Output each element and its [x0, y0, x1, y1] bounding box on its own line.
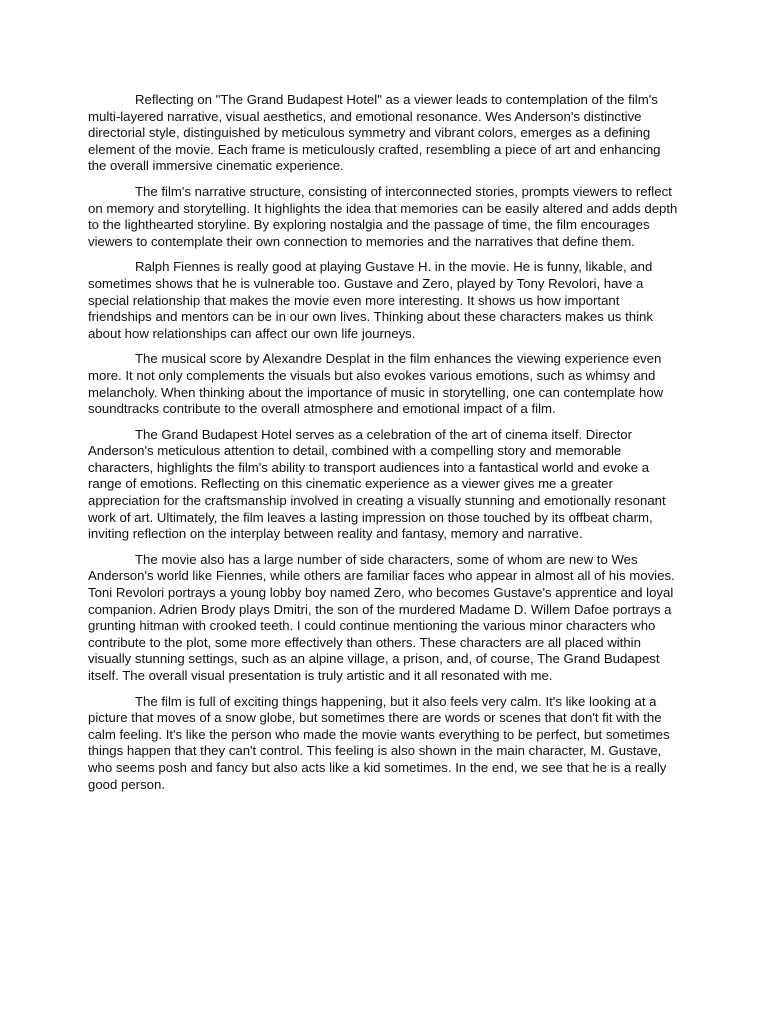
paragraph-3: Ralph Fiennes is really good at playing Gustave H. in the movie. He is funny, likable, and sometimes shows that he is vulnerable too. Gustave and Zero, played by Tony Revolori, have a special relationship that makes the movie even more interesting. It shows us how important friendships and mentors can be in our own lives. Thinking about these characters makes us think about how relationships can affect our own life journeys. — [88, 259, 653, 341]
paragraph-6: The movie also has a large number of side characters, some of whom are new to Wes Anderson's world like Fiennes, while others are familiar faces who appear in almost all of his movies. Toni Revolori portrays a young lobby boy named Zero, who becomes Gustave's apprentice and loyal companion. Adrien Brody plays Dmitri, the son of the murdered Madame D. Willem Dafoe portrays a grunting hitman with crooked teeth. I could continue mentioning the various minor characters who contribute to the plot, some more effectively than others. These characters are all placed within visually stunning settings, such as an alpine village, a prison, and, of course, The Grand Budapest itself. The overall visual presentation is truly artistic and it all resonated with me. — [88, 551, 675, 683]
paragraph-7: The film is full of exciting things happening, but it also feels very calm. It's like looking at a picture that moves of a snow globe, but sometimes there are words or scenes that don't fit with the calm feeling. It's like the person who made the movie wants everything to be perfect, but sometimes things happen that they can't control. This feeling is also shown in the main character, M. Gustave, who seems posh and fancy but also acts like a kid sometimes. In the end, we see that he is a really good person. — [88, 693, 670, 792]
paragraph-5: The Grand Budapest Hotel serves as a celebration of the art of cinema itself. Director Anderson's meticulous attention to detail, combined with a compelling story and memorable characters, highlights the film's ability to transport audiences into a fantastical world and evoke a range of emotions. Reflecting on this cinematic experience as a viewer gives me a greater appreciation for the craftsmanship involved in creating a visually stunning and emotionally resonant work of art. Ultimately, the film leaves a lasting impression on those touched by its offbeat charm, inviting reflection on the interplay between reality and fantasy, memory and narrative. — [88, 426, 666, 542]
paragraph-2: The film's narrative structure, consisting of interconnected stories, prompts viewers to reflect on memory and storytelling. It highlights the idea that memories can be easily altered and adds depth to the lighthearted storyline. By exploring nostalgia and the passage of time, the film encourages viewers to contemplate their own connection to memories and the narratives that define them. — [88, 183, 678, 249]
paragraph-1: Reflecting on "The Grand Budapest Hotel" as a viewer leads to contemplation of the film's multi-layered narrative, visual aesthetics, and emotional resonance. Wes Anderson's distinctive directorial style, distinguished by meticulous symmetry and vibrant colors, emerges as a defining element of the movie. Each frame is meticulously crafted, resembling a piece of art and enhancing the overall immersive cinematic experience. — [88, 92, 661, 174]
paragraph-4: The musical score by Alexandre Desplat in the film enhances the viewing experience even more. It not only complements the visuals but also evokes various emotions, such as whimsy and melancholy. When thinking about the importance of music in storytelling, one can contemplate how soundtracks contribute to the overall atmosphere and emotional impact of a film. — [88, 351, 664, 417]
